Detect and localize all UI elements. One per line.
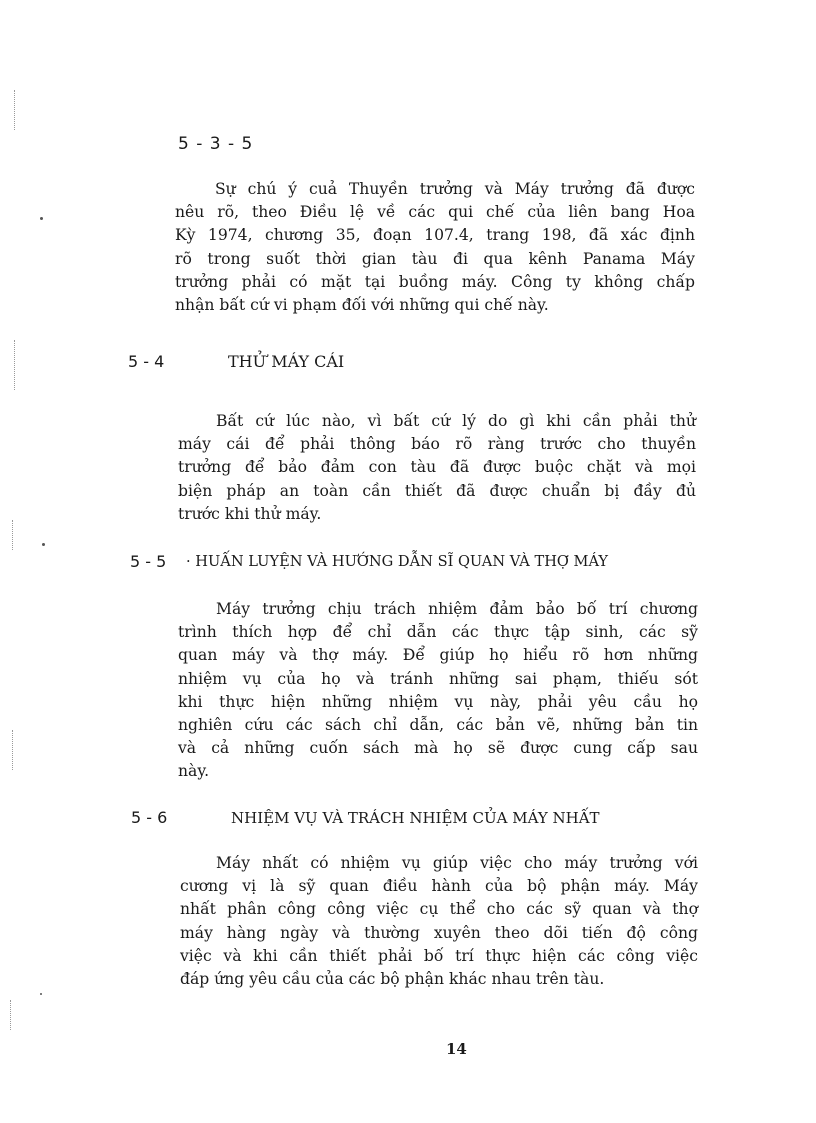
text-line: trước khi thử máy. (178, 504, 322, 523)
paragraph-5-3-5 (175, 178, 695, 317)
scan-edge-mark (12, 730, 13, 770)
paragraph-5-6 (180, 852, 698, 991)
text-line: nghiên cứu các sách chỉ dẫn, các bản vẽ, những bản tin (178, 716, 698, 735)
section-number: 5 - 6 (131, 808, 168, 827)
text-line: rõ trong suốt thời gian tàu đi qua kênh Panama Máy (175, 249, 695, 268)
text-line: quan máy và thợ máy. Để giúp họ hiểu rõ hơn những (178, 646, 698, 665)
scan-speck (42, 543, 45, 546)
text-line: đáp ứng yêu cầu của các bộ phận khác nhau trên tàu. (180, 970, 605, 989)
paragraph-5-5 (178, 598, 698, 784)
text-line: việc và khi cần thiết phải bố trí thực hiện các công việc (180, 946, 698, 965)
page-number: 14 (446, 1040, 467, 1058)
text-line: Máy nhất có nhiệm vụ giúp việc cho máy trưởng với (216, 854, 698, 872)
section-number: 5 - 5 (130, 552, 167, 571)
scan-edge-mark (12, 520, 13, 550)
text-line: nêu rõ, theo Điều lệ về các qui chế của liên bang Hoa (175, 203, 695, 222)
section-title: NHIỆM VỤ VÀ TRÁCH NHIỆM CỦA MÁY NHẤT (231, 809, 600, 827)
text-line: trình thích hợp để chỉ dẫn các thực tập sinh, các sỹ (178, 623, 698, 642)
text-line: trưởng phải có mặt tại buồng máy. Công ty không chấp (175, 272, 695, 291)
text-line: máy cái để phải thông báo rõ ràng trước cho thuyền (178, 435, 696, 454)
scan-speck (40, 217, 43, 220)
scan-edge-mark (14, 340, 15, 390)
text-line: cương vị là sỹ quan điều hành của bộ phận máy. Máy (180, 877, 698, 896)
scan-edge-mark (14, 90, 15, 130)
text-line: nhiệm vụ của họ và tránh những sai phạm, thiếu sót (178, 669, 698, 688)
text-line: khi thực hiện những nhiệm vụ này, phải yêu cầu họ (178, 692, 698, 711)
text-line: nhất phân công công việc cụ thể cho các sỹ quan và thợ (180, 900, 698, 919)
paragraph-5-4 (178, 410, 696, 526)
text-line: Máy trưởng chịu trách nhiệm đảm bảo bố trí chương (216, 600, 698, 618)
text-line: máy hàng ngày và thường xuyên theo dõi tiến độ công (180, 923, 698, 942)
text-line: Sự chú ý cuả Thuyền trưởng và Máy trưởng đã được (215, 180, 695, 198)
scan-speck (40, 993, 42, 995)
section-number: 5 - 4 (128, 352, 165, 371)
text-line: và cả những cuốn sách mà họ sẽ được cung cấp sau (178, 739, 698, 758)
text-line: này. (178, 762, 210, 781)
text-line: trưởng để bảo đảm con tàu đã được buộc chặt và mọi (178, 458, 696, 477)
text-line: nhận bất cứ vi phạm đối với những qui chế này. (175, 296, 549, 315)
scan-edge-mark (10, 1000, 11, 1030)
text-line: Kỳ 1974, chương 35, đoạn 107.4, trang 198, đã xác định (175, 226, 695, 245)
section-number-5-3-5: 5 - 3 - 5 (178, 134, 254, 154)
section-title: THỬ MÁY CÁI (228, 352, 345, 371)
text-line: Bất cứ lúc nào, vì bất cứ lý do gì khi cần phải thử (216, 412, 696, 430)
section-title: · HUẤN LUYỆN VÀ HƯỚNG DẪN SĨ QUAN VÀ THỢ MÁY (186, 553, 609, 570)
text-line: biện pháp an toàn cần thiết đã được chuẩn bị đầy đủ (178, 481, 696, 500)
